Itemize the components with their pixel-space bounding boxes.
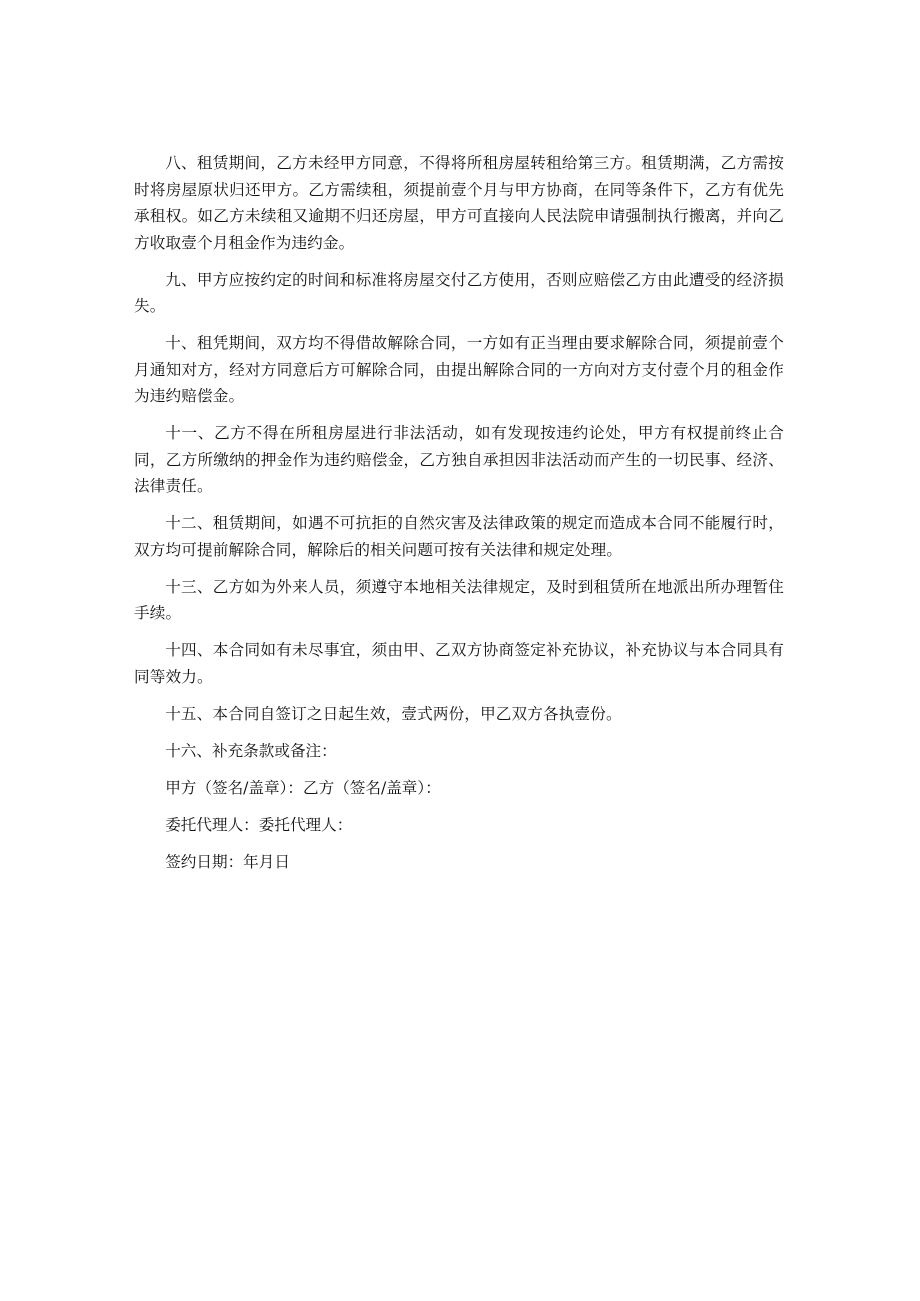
clause-11: 十一、乙方不得在所租房屋进行非法活动，如有发现按违约论处，甲方有权提前终止合同，乙方所缴纳的押金作为违约赔偿金，乙方独自承担因非法活动而产生的一切民事、经济、法律责任。: [134, 424, 784, 495]
clause-8: 八、租赁期间，乙方未经甲方同意，不得将所租房屋转租给第三方。租赁期满，乙方需按时将房屋原状归还甲方。乙方需续租，须提前壹个月与甲方协商，在同等条件下，乙方有优先承租权。如乙方未续租又逾期不归还房屋，甲方可直接向人民法院申请强制执行搬离，并向乙方收取壹个月租金作为违约金。: [134, 154, 784, 252]
clause-14: 十四、本合同如有未尽事宜，须由甲、乙双方协商签定补充协议，补充协议与本合同具有同等效力。: [134, 641, 784, 686]
contract-body: [134, 150, 784, 886]
clause-16: 十六、补充条款或备注：: [165, 741, 337, 760]
signature-parties-line: 甲方（签名/盖章）：乙方（签名/盖章）：: [165, 778, 441, 797]
clause-15: 十五、本合同自签订之日起生效，壹式两份，甲乙双方各执壹份。: [165, 704, 622, 723]
clause-13: 十三、乙方如为外来人员，须遵守本地相关法律规定，及时到租赁所在地派出所办理暂住手续。: [134, 577, 784, 622]
clause-12: 十二、租赁期间，如遇不可抗拒的自然灾害及法律政策的规定而造成本合同不能履行时，双方均可提前解除合同，解除后的相关问题可按有关法律和规定处理。: [134, 514, 784, 559]
signature-agents-line: 委托代理人：委托代理人：: [165, 815, 353, 834]
signature-date-line: 签约日期：年月日: [165, 852, 290, 871]
clause-10: 十、租凭期间，双方均不得借故解除合同，一方如有正当理由要求解除合同，须提前壹个月通知对方，经对方同意后方可解除合同，由提出解除合同的一方向对方支付壹个月的租金作为违约赔偿金。: [134, 334, 784, 405]
clause-9: 九、甲方应按约定的时间和标准将房屋交付乙方使用，否则应赔偿乙方由此遭受的经济损失。: [134, 270, 784, 315]
